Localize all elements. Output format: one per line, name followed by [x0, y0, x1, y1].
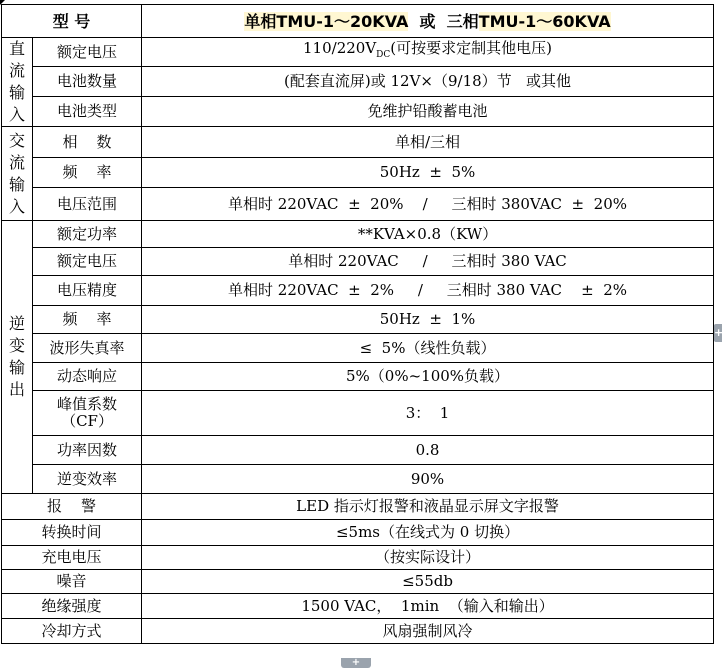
- spec-value-text: 5%（0%~100%负载）: [345, 367, 510, 385]
- spec-row: [2, 520, 714, 546]
- spec-row: [2, 494, 714, 520]
- spec-value: [142, 306, 714, 334]
- section-label-char: 流: [8, 61, 25, 80]
- spec-row: [2, 436, 714, 465]
- spec-row: [2, 67, 714, 97]
- dc-input-section: [2, 38, 714, 127]
- spec-table: [1, 4, 714, 644]
- header-row: [2, 5, 714, 38]
- section-label-ac-input: [2, 127, 33, 221]
- spec-label: [33, 306, 142, 334]
- section-label-char: 入: [8, 196, 25, 216]
- model-single-phase: TMU-1～20KVA: [276, 11, 409, 31]
- model-label: 型 号: [2, 5, 142, 38]
- spec-value-text: 风扇强制风冷: [382, 621, 473, 640]
- spec-label: [33, 188, 142, 221]
- spec-label: [33, 221, 142, 248]
- spec-value: [142, 97, 714, 127]
- spec-label: [33, 97, 142, 127]
- model-value: [142, 5, 714, 38]
- spec-label-text: 电压范围: [57, 194, 118, 213]
- spec-value-text: 单相时 220VAC / 三相时 380 VAC: [288, 252, 567, 270]
- spec-value: [142, 436, 714, 465]
- section-label-inverter-output: [2, 221, 33, 494]
- spec-label: [2, 594, 142, 619]
- spec-value-text: （按实际设计）: [375, 548, 481, 566]
- spec-label: [33, 67, 142, 97]
- spec-label-text: 动态响应: [57, 367, 118, 385]
- spec-row: [2, 97, 714, 127]
- spec-label-text: 额定电压: [57, 252, 118, 270]
- section-label-dc-input: [2, 38, 33, 127]
- spec-value-text: 免维护铅酸蓄电池: [367, 102, 488, 120]
- spec-value: [142, 494, 714, 520]
- spec-value-text: 单相/三相: [394, 132, 461, 151]
- spec-label: [33, 38, 142, 67]
- spec-label: [2, 570, 142, 594]
- spec-value-text: 单相时 220VAC ± 2% / 三相时 380 VAC ± 2%: [228, 281, 627, 299]
- spec-row: [2, 127, 714, 158]
- spec-row: [2, 363, 714, 391]
- spec-value: [142, 334, 714, 363]
- spec-value-text: ≤ 5%（线性负载）: [359, 338, 496, 357]
- spec-label-line: 峰值系数: [57, 395, 118, 413]
- spec-label: [33, 158, 142, 188]
- spec-label-text: 充电电压: [41, 548, 102, 566]
- spec-row: [2, 594, 714, 619]
- spec-label-text: 相 数: [62, 132, 112, 151]
- spec-value: [142, 594, 714, 619]
- spec-value-text: ≤55db: [402, 572, 453, 590]
- spec-label: [33, 276, 142, 306]
- expand-right-handle[interactable]: +: [714, 324, 722, 342]
- spec-label-text: 逆变效率: [57, 469, 118, 488]
- spec-row: [2, 306, 714, 334]
- spec-value: [142, 221, 714, 248]
- spec-value: [142, 276, 714, 306]
- spec-value: [142, 363, 714, 391]
- spec-label: [2, 546, 142, 570]
- section-label-char: 输: [8, 358, 25, 377]
- spec-value: [142, 38, 714, 67]
- spec-label: [33, 248, 142, 276]
- spec-value-text: (配套直流屏)或 12V×（9/18）节 或其他: [284, 72, 571, 90]
- spec-row: [2, 546, 714, 570]
- spec-value: [142, 127, 714, 158]
- spec-value-text: 3： 1: [405, 403, 450, 422]
- section-label-char: 输: [8, 83, 25, 102]
- spec-label-text: 功率因数: [57, 440, 118, 459]
- inverter-output-section: [2, 221, 714, 494]
- spec-row: [2, 188, 714, 221]
- model-prefix: 单相: [244, 11, 277, 31]
- spec-label-text: 频 率: [62, 310, 112, 328]
- section-label-char: 变: [8, 336, 25, 355]
- general-section: [2, 494, 714, 644]
- spec-row: [2, 619, 714, 644]
- expand-bottom-handle[interactable]: +: [341, 658, 371, 668]
- spec-row: [2, 570, 714, 594]
- spec-value-text: 110/220V: [303, 39, 377, 57]
- spec-row: [2, 334, 714, 363]
- spec-label-text: 额定电压: [57, 42, 118, 61]
- spec-value: [142, 188, 714, 221]
- spec-value-text: 90%: [410, 469, 445, 488]
- spec-value: [142, 619, 714, 644]
- spec-value-text: LED 指示灯报警和液晶显示屏文字报警: [296, 497, 559, 515]
- model-three-phase: TMU-1～60KVA: [478, 11, 611, 31]
- spec-row: [2, 158, 714, 188]
- spec-row: [2, 391, 714, 436]
- spec-label: [33, 391, 142, 436]
- spec-value-text: ≤5ms（在线式为 0 切换）: [335, 523, 520, 541]
- spec-row: [2, 276, 714, 306]
- spec-label: [33, 127, 142, 158]
- spec-label: [33, 363, 142, 391]
- spec-value-text: 单相时 220VAC ± 20% / 三相时 380VAC ± 20%: [228, 194, 627, 213]
- spec-value: [142, 520, 714, 546]
- spec-row: [2, 248, 714, 276]
- spec-row: [2, 465, 714, 494]
- section-label-char: 流: [8, 152, 25, 172]
- spec-label-text: 电池数量: [57, 72, 118, 90]
- spec-value: [142, 570, 714, 594]
- section-label-char: 交: [8, 130, 25, 150]
- spec-value: [142, 546, 714, 570]
- spec-label-text: 报 警: [46, 497, 97, 515]
- spec-value-text: 50Hz ± 1%: [379, 310, 476, 328]
- spec-label: [33, 436, 142, 465]
- spec-value-text: 1500 VAC， 1min （输入和输出）: [301, 596, 554, 615]
- spec-row: [2, 221, 714, 248]
- spec-label: [33, 465, 142, 494]
- spec-value-text: (可按要求定制其他电压): [390, 39, 552, 57]
- spec-value: [142, 391, 714, 436]
- spec-label-text: 冷却方式: [41, 621, 102, 640]
- spec-label: [2, 520, 142, 546]
- spec-label: [2, 494, 142, 520]
- model-mid: 或 三相: [408, 11, 479, 31]
- spec-label-line: （CF）: [61, 412, 113, 430]
- spec-value-text: 50Hz ± 5%: [379, 163, 476, 181]
- spec-label-text: 电压精度: [57, 281, 118, 299]
- spec-label: [33, 334, 142, 363]
- spec-value: [142, 465, 714, 494]
- spec-label: [2, 619, 142, 644]
- spec-label-text: 噪音: [56, 572, 87, 590]
- spec-label-text: 电池类型: [57, 102, 118, 120]
- spec-value: [142, 158, 714, 188]
- ac-input-section: [2, 127, 714, 221]
- spec-label-text: 转换时间: [41, 523, 102, 541]
- spec-value: [142, 67, 714, 97]
- spec-value-subscript: DC: [376, 50, 391, 60]
- spec-label-text: 绝缘强度: [41, 596, 102, 615]
- spec-label-text: 波形失真率: [49, 338, 125, 357]
- section-label-char: 入: [8, 105, 25, 124]
- spec-value-text: **KVA×0.8（KW）: [357, 224, 498, 243]
- spec-value: [142, 248, 714, 276]
- section-label-char: 逆: [8, 314, 25, 333]
- spec-value-text: 0.8: [415, 440, 440, 459]
- spec-label-text: 额定功率: [57, 224, 118, 243]
- spec-label-text: 频 率: [62, 163, 112, 181]
- spec-row: [2, 38, 714, 67]
- section-label-char: 输: [8, 174, 25, 194]
- section-label-char: 出: [8, 380, 25, 399]
- section-label-char: 直: [8, 39, 25, 58]
